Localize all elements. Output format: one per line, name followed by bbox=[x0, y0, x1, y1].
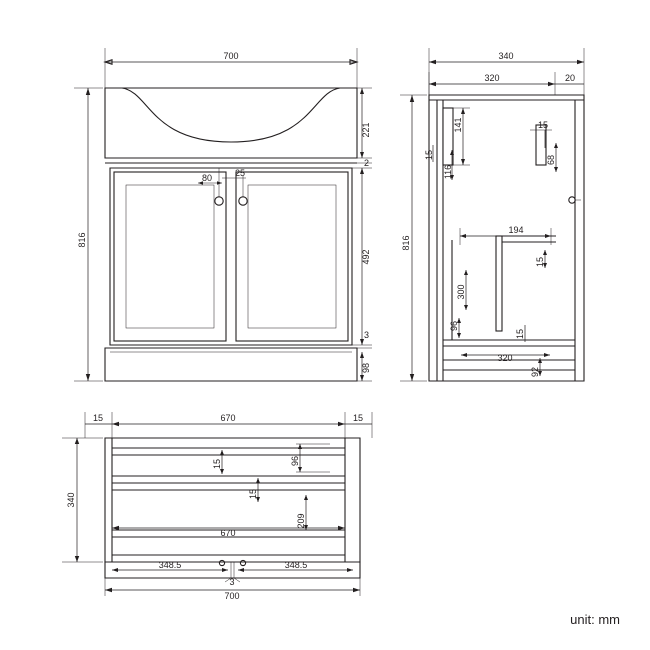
front-top-gap-label: 2 bbox=[364, 158, 370, 168]
plan-inner-width-bottom-label: 670 bbox=[220, 528, 236, 538]
side-base-thk-label: 15 bbox=[515, 328, 525, 340]
plan-rail-depth-label: 96 bbox=[290, 455, 300, 467]
side-section-view bbox=[400, 48, 584, 381]
side-base-depth-label: 320 bbox=[497, 353, 513, 363]
front-overall-width-label: 700 bbox=[223, 51, 239, 61]
plan-inner-width-top-label: 670 bbox=[220, 413, 236, 423]
side-shelf-height-label: 300 bbox=[456, 284, 466, 300]
plan-overall-width-label: 700 bbox=[224, 591, 240, 601]
side-foot-label: 92 bbox=[530, 366, 540, 378]
side-base-offset-label: 96 bbox=[449, 320, 459, 332]
unit-note: unit: mm bbox=[570, 612, 620, 627]
plan-door-width-right-label: 348.5 bbox=[284, 560, 308, 570]
front-overall-height-label: 816 bbox=[77, 232, 87, 248]
plan-opening-depth-label: 209 bbox=[296, 513, 306, 529]
plan-rail-thk-2-label: 15 bbox=[248, 488, 258, 500]
plan-side-thk-right-label: 15 bbox=[352, 413, 364, 423]
plan-rail-thk-1-label: 15 bbox=[212, 458, 222, 470]
plan-door-gap-label: 3 bbox=[229, 577, 235, 587]
side-top-rail-label: 141 bbox=[453, 117, 463, 133]
side-shelf-thk-label: 15 bbox=[535, 256, 545, 268]
side-front-rail-label: 116 bbox=[443, 164, 453, 180]
front-plinth-height-label: 98 bbox=[361, 362, 371, 374]
front-elevation-view bbox=[74, 48, 372, 381]
side-body-depth-label: 320 bbox=[484, 73, 500, 83]
side-overall-height-label: 816 bbox=[401, 235, 411, 251]
side-mid-right-1-label: 15 bbox=[537, 120, 549, 130]
side-back-offset-label: 20 bbox=[564, 73, 576, 83]
plan-overall-depth-label: 340 bbox=[66, 492, 76, 508]
side-shelf-depth-label: 194 bbox=[508, 225, 524, 235]
plan-door-width-left-label: 348.5 bbox=[158, 560, 182, 570]
front-plinth-gap-label: 3 bbox=[364, 330, 370, 340]
plan-side-thk-left-label: 15 bbox=[92, 413, 104, 423]
front-handle-offset-label: 80 bbox=[201, 173, 213, 183]
front-door-height-label: 492 bbox=[361, 249, 371, 265]
plan-view bbox=[62, 412, 372, 601]
front-basin-height-label: 221 bbox=[361, 122, 371, 138]
side-overall-depth-label: 340 bbox=[498, 51, 514, 61]
front-handle-spacing-label: 25 bbox=[234, 168, 246, 178]
side-top-rail-small-label: 15 bbox=[424, 149, 434, 161]
side-mid-right-2-label: 68 bbox=[546, 154, 556, 166]
